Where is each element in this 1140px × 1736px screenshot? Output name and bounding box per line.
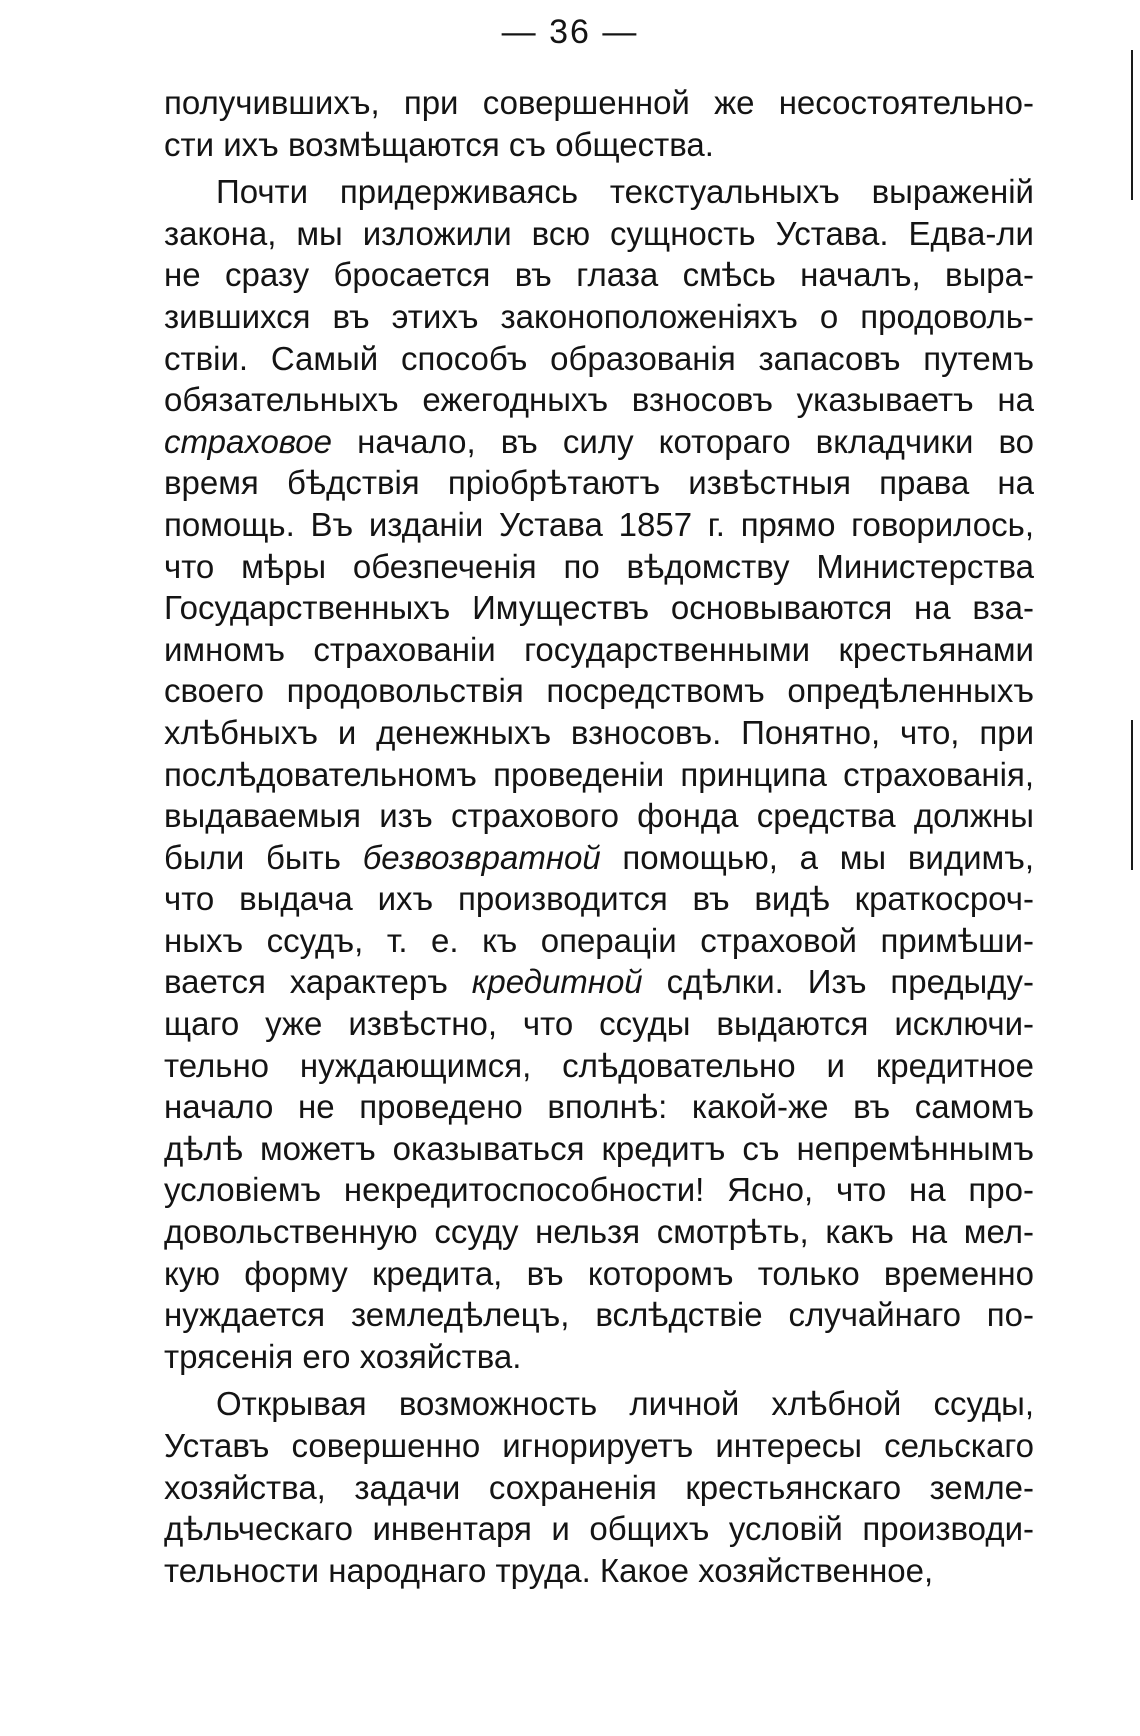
italic-term: безвозвратной — [362, 838, 601, 876]
text-line: помощь. Въ изданіи Устава 1857 г. прямо говорилось, — [164, 505, 1034, 543]
italic-term: кредитной — [471, 963, 643, 1001]
text-line: нуждается земледѣлецъ, вслѣдствіе случайнаго по- — [164, 1296, 1034, 1334]
text-line: условіемъ некредитоспособности! Ясно, что на про- — [164, 1171, 1034, 1209]
page-number: — 36 — — [501, 13, 639, 51]
text-line: получившихъ, при совершенной же несостоятельно- — [164, 84, 1034, 121]
text-line: Уставъ совершенно игнорируетъ интересы сельскаго — [164, 1427, 1034, 1464]
text-line: что мѣры обезпеченія по вѣдомству Министерства — [164, 547, 1034, 585]
text-line: Открывая возможность личной хлѣбной ссуды, — [216, 1385, 1034, 1423]
text-line: обязательныхъ ежегодныхъ взносовъ указываетъ на — [164, 381, 1034, 419]
scan-edge-line — [1131, 720, 1133, 870]
text-line: дѣлѣ можетъ оказываться кредитъ съ непремѣннымъ — [164, 1129, 1034, 1167]
text-segment: сдѣлки. Изъ предыду- — [642, 963, 1034, 1001]
text-line: своего продовольствія посредствомъ опредѣленныхъ — [164, 672, 1034, 710]
text-line — [164, 421, 1034, 463]
text-line: трясенія его хозяйства. — [164, 1337, 522, 1375]
text-line: Почти придерживаясь текстуальныхъ выраженій — [216, 173, 1034, 211]
text-segment: помощью, а мы видимъ, — [600, 838, 1034, 876]
text-line: щаго уже извѣстно, что ссуды выдаются исключи- — [164, 1005, 1034, 1043]
text-line: имномъ страхованіи государственными крестьянами — [164, 630, 1034, 668]
text-line: послѣдовательномъ проведеніи принципа страхованія, — [164, 755, 1034, 793]
text-line: ствіи. Самый способъ образованія запасовъ путемъ — [164, 339, 1034, 377]
italic-term: страховое — [164, 422, 333, 460]
text-line: зившихся въ этихъ законоположеніяхъ о продоволь- — [164, 297, 1034, 335]
text-segment: вается характеръ — [164, 963, 472, 1001]
text-line: не сразу бросается въ глаза смѣсь началъ, выра- — [164, 256, 1034, 294]
page-text — [164, 82, 1034, 1591]
scan-edge-line — [1131, 50, 1133, 200]
text-line: тельно нуждающимся, слѣдовательно и кредитное — [164, 1046, 1034, 1084]
text-line: хлѣбныхъ и денежныхъ взносовъ. Понятно, что, при — [164, 713, 1034, 751]
text-line: ныхъ ссудъ, т. е. къ операціи страховой примѣши- — [164, 921, 1034, 959]
text-line: сти ихъ возмѣщаются съ общества. — [164, 125, 714, 163]
text-line: закона, мы изложили всю сущность Устава. Едва-ли — [164, 214, 1034, 252]
text-segment: были быть — [164, 838, 363, 876]
text-line: что выдача ихъ производится въ видѣ краткосроч- — [164, 880, 1034, 918]
text-segment: начало, въ силу котораго вкладчики во — [332, 422, 1034, 460]
text-line — [164, 837, 1034, 879]
text-line: тельности народнаго труда. Какое хозяйственное, — [164, 1551, 934, 1589]
text-line: Государственныхъ Имуществъ основываются на вза- — [164, 589, 1034, 627]
text-line: выдаваемыя изъ страхового фонда средства должны — [164, 797, 1034, 835]
text-line: начало не проведено вполнѣ: какой-же въ самомъ — [164, 1088, 1034, 1126]
text-line: дѣльческаго инвентаря и общихъ условій производи- — [164, 1510, 1034, 1548]
text-line — [164, 961, 1034, 1003]
text-line: время бѣдствія пріобрѣтаютъ извѣстныя права на — [164, 464, 1034, 502]
text-line: хозяйства, задачи сохраненія крестьянскаго земле- — [164, 1468, 1034, 1506]
text-line: довольственную ссуду нельзя смотрѣть, какъ на мел- — [164, 1213, 1034, 1251]
text-line: кую форму кредита, въ которомъ только временно — [164, 1254, 1034, 1292]
